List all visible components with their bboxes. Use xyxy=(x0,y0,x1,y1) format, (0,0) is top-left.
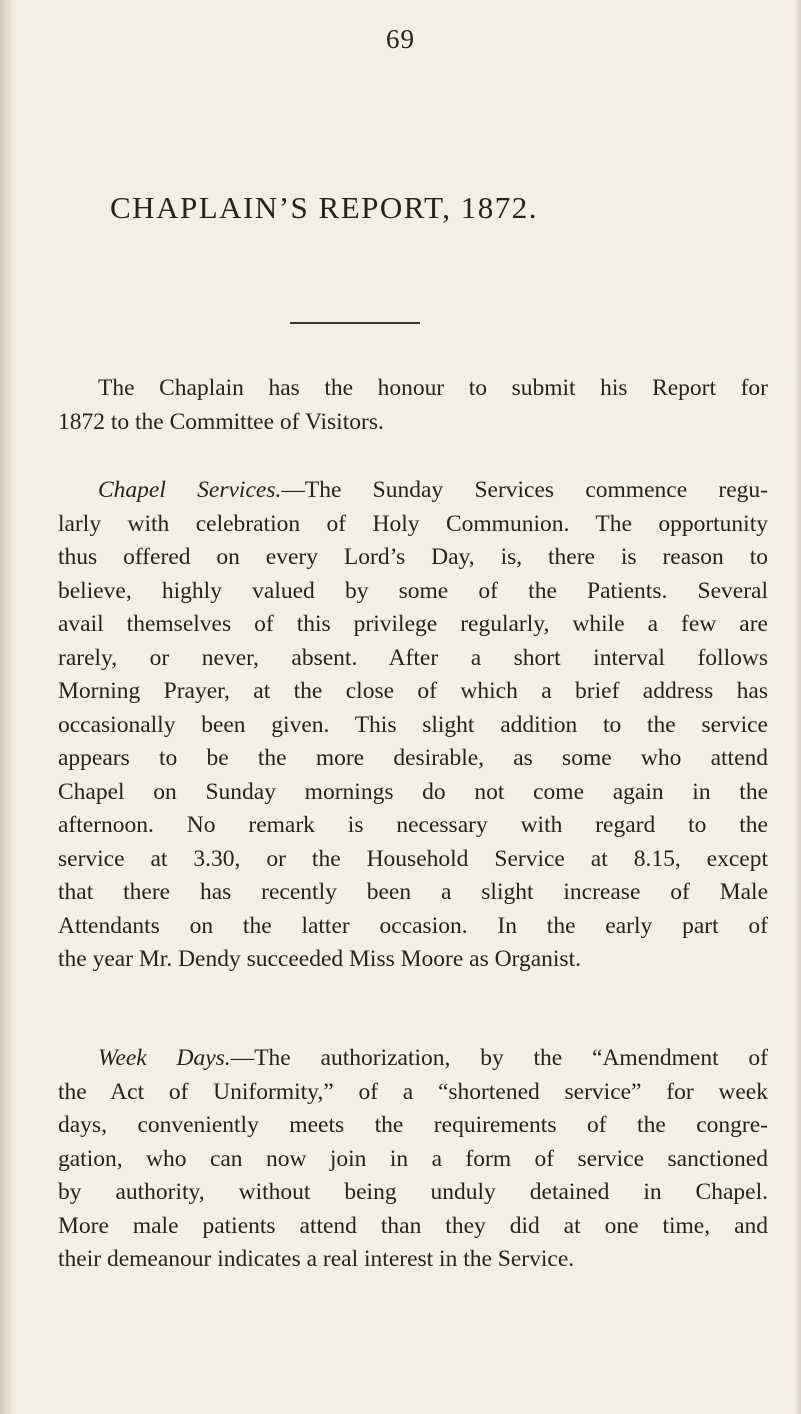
title-divider xyxy=(290,322,420,324)
paragraph-line-text: —The Sunday Services commence regu- xyxy=(281,477,768,503)
paragraph-line: rarely, or never, absent. After a short interval follows xyxy=(58,644,768,671)
chapel-services-paragraph xyxy=(58,474,768,977)
paragraph-line-text: —The authorization, by the “Amendment of xyxy=(230,1045,768,1071)
paragraph-line: gation, who can now join in a form of service sanctioned xyxy=(58,1145,768,1172)
binding-gutter-shadow xyxy=(0,0,14,1414)
paragraph-line: the year Mr. Dendy succeeded Miss Moore as Organist. xyxy=(58,946,581,972)
paragraph-line: appears to be the more desirable, as some who attend xyxy=(58,745,768,771)
paragraph-line: Attendants on the latter occasion. In the early part of xyxy=(58,912,768,939)
report-title: CHAPLAIN’S REPORT, 1872. xyxy=(110,190,538,225)
page-number: 69 xyxy=(386,24,415,54)
paragraph-line: larly with celebration of Holy Communion. The opportunity xyxy=(58,510,768,537)
paragraph-line: occasionally been given. This slight addition to the service xyxy=(58,711,768,738)
paragraph-line: their demeanour indicates a real interest in the Service. xyxy=(58,1246,575,1272)
paragraph-line: Morning Prayer, at the close of which a brief address has xyxy=(58,678,768,704)
week-days-paragraph xyxy=(58,1042,768,1277)
intro-paragraph xyxy=(58,372,768,439)
paragraph-line: days, conveniently meets the requirements of the congre- xyxy=(58,1112,768,1138)
paragraph-first-line xyxy=(58,474,768,508)
paragraph-line: the Act of Uniformity,” of a “shortened service” for week xyxy=(58,1078,768,1105)
paragraph-line: thus offered on every Lord’s Day, is, there is reason to xyxy=(58,544,768,570)
paragraph-line: that there has recently been a slight increase of Male xyxy=(58,879,768,905)
paragraph-line: service at 3.30, or the Household Service at 8.15, except xyxy=(58,845,768,872)
section-heading-week-days: Week Days. xyxy=(98,1045,231,1071)
paragraph-line: by authority, without being unduly detained in Chapel. xyxy=(58,1179,768,1205)
paragraph-line: More male patients attend than they did at one time, and xyxy=(58,1212,768,1239)
paragraph-line: avail themselves of this privilege regularly, while a few are xyxy=(58,611,768,637)
section-heading-chapel-services: Chapel Services. xyxy=(98,477,282,503)
paragraph-line: The Chaplain has the honour to submit his Report for xyxy=(98,375,768,401)
paragraph-line: Chapel on Sunday mornings do not come again in the xyxy=(58,778,768,805)
paragraph-first-line xyxy=(58,1042,768,1076)
paragraph-line: 1872 to the Committee of Visitors. xyxy=(58,408,384,435)
page-edge xyxy=(795,0,801,1414)
paragraph-line: believe, highly valued by some of the Patients. Several xyxy=(58,577,768,604)
paragraph-line: afternoon. No remark is necessary with regard to the xyxy=(58,812,768,838)
